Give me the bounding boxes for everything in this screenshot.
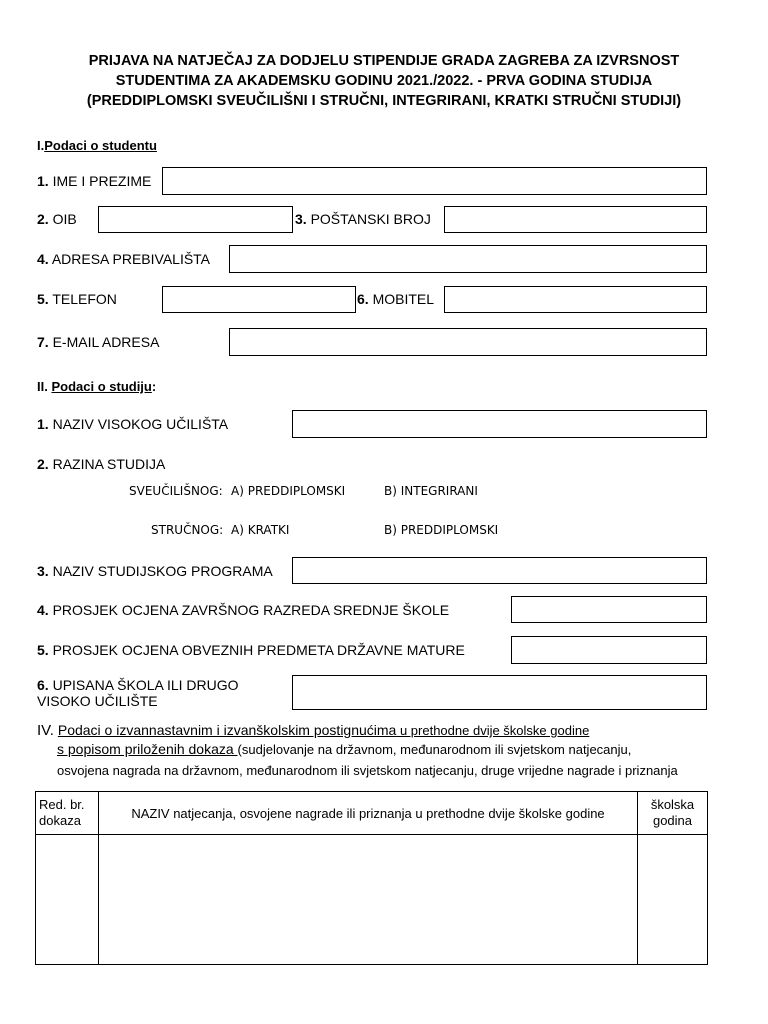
label-adresa: 4. ADRESA PREBIVALIŠTA bbox=[37, 251, 211, 267]
label-naziv-programa: 3. NAZIV STUDIJSKOG PROGRAMA bbox=[37, 563, 273, 579]
upisana-skola-field[interactable] bbox=[292, 675, 707, 710]
label-oib: 2. OIB bbox=[37, 211, 77, 227]
section-1-prefix: I. bbox=[37, 138, 45, 153]
razina-strucni-label: STRUČNOG: bbox=[151, 523, 224, 537]
section-4-prefix: IV. bbox=[37, 722, 54, 739]
header-naziv: NAZIV natjecanja, osvojene nagrade ili priznanja u prethodne dvije školske godine bbox=[99, 792, 638, 835]
adresa-field[interactable] bbox=[229, 245, 707, 273]
razina-sveucilisni-label: SVEUČILIŠNOG: bbox=[129, 484, 223, 498]
section-2-heading: II. Podaci o studiju: bbox=[37, 379, 157, 394]
cell-red-br[interactable] bbox=[36, 835, 99, 965]
postignuca-table bbox=[35, 791, 708, 965]
section-4-title: Podaci o izvannastavnim i izvanškolskim postignućima bbox=[57, 722, 397, 738]
table-row bbox=[36, 835, 708, 965]
option-sveucilisni-preddiplomski[interactable]: A) PREDDIPLOMSKI bbox=[231, 484, 346, 498]
cell-naziv[interactable] bbox=[99, 835, 638, 965]
title-line-2: STUDENTIMA ZA AKADEMSKU GODINU 2021./2022. - PRVA GODINA STUDIJA bbox=[115, 73, 653, 89]
label-email: 7. E-MAIL ADRESA bbox=[37, 334, 160, 350]
title-line-1: PRIJAVA NA NATJEČAJ ZA DODJELU STIPENDIJE GRADA ZAGREBA ZA IZVRSNOST bbox=[88, 53, 680, 69]
label-razina-studija: 2. RAZINA STUDIJA bbox=[37, 456, 166, 472]
label-prosjek-matura: 5. PROSJEK OCJENA OBVEZNIH PREDMETA DRŽAVNE MATURE bbox=[37, 642, 465, 658]
option-sveucilisni-integrirani[interactable]: B) INTEGRIRANI bbox=[384, 484, 478, 498]
label-naziv-ucilista: 1. NAZIV VISOKOG UČILIŠTA bbox=[37, 416, 229, 432]
header-red-br: Red. br. dokaza bbox=[36, 792, 99, 835]
section-4-line-2: s popisom priloženih dokaza (sudjelovanje na državnom, međunarodnom ili svjetskom natjecanju, bbox=[57, 741, 632, 757]
email-field[interactable] bbox=[229, 328, 707, 356]
option-strucni-preddiplomski[interactable]: B) PREDDIPLOMSKI bbox=[384, 523, 499, 537]
form-title bbox=[30, 51, 738, 111]
naziv-programa-field[interactable] bbox=[292, 557, 707, 584]
section-2-prefix: II. bbox=[37, 379, 48, 394]
telefon-field[interactable] bbox=[162, 286, 356, 313]
mobitel-field[interactable] bbox=[444, 286, 707, 313]
option-strucni-kratki[interactable]: A) KRATKI bbox=[231, 523, 290, 537]
section-1-title: Podaci o studentu bbox=[44, 138, 157, 153]
header-skolska-godina: školska godina bbox=[638, 792, 708, 835]
label-postanski-broj: 3. POŠTANSKI BROJ bbox=[295, 211, 431, 227]
section-4-heading bbox=[37, 722, 709, 739]
oib-field[interactable] bbox=[98, 206, 293, 233]
label-ime-prezime: 1. IME I PREZIME bbox=[37, 173, 152, 189]
label-upisana-skola: 6. UPISANA ŠKOLA ILI DRUGO VISOKO UČILIŠTE bbox=[37, 677, 239, 709]
section-1-heading bbox=[37, 138, 157, 153]
label-mobitel: 6. MOBITEL bbox=[357, 291, 435, 307]
prosjek-srednja-field[interactable] bbox=[511, 596, 707, 623]
table-header-row bbox=[36, 792, 708, 835]
ime-prezime-field[interactable] bbox=[162, 167, 707, 195]
section-4-title-tail: u prethodne dvije školske godine bbox=[396, 723, 590, 738]
cell-skolska-godina[interactable] bbox=[638, 835, 708, 965]
prosjek-matura-field[interactable] bbox=[511, 636, 707, 664]
label-prosjek-srednja: 4. PROSJEK OCJENA ZAVRŠNOG RAZREDA SREDNJE ŠKOLE bbox=[37, 602, 450, 618]
title-line-3: (PREDDIPLOMSKI SVEUČILIŠNI I STRUČNI, INTEGRIRANI, KRATKI STRUČNI STUDIJI) bbox=[86, 93, 682, 109]
naziv-ucilista-field[interactable] bbox=[292, 410, 707, 438]
section-2-title: Podaci o studiju bbox=[51, 379, 152, 394]
label-telefon: 5. TELEFON bbox=[37, 291, 117, 307]
postanski-broj-field[interactable] bbox=[444, 206, 707, 233]
section-4-line-3: osvojena nagrada na državnom, međunarodnom ili svjetskom natjecanju, druge vrijedne nagrade i priznanja bbox=[57, 763, 678, 778]
